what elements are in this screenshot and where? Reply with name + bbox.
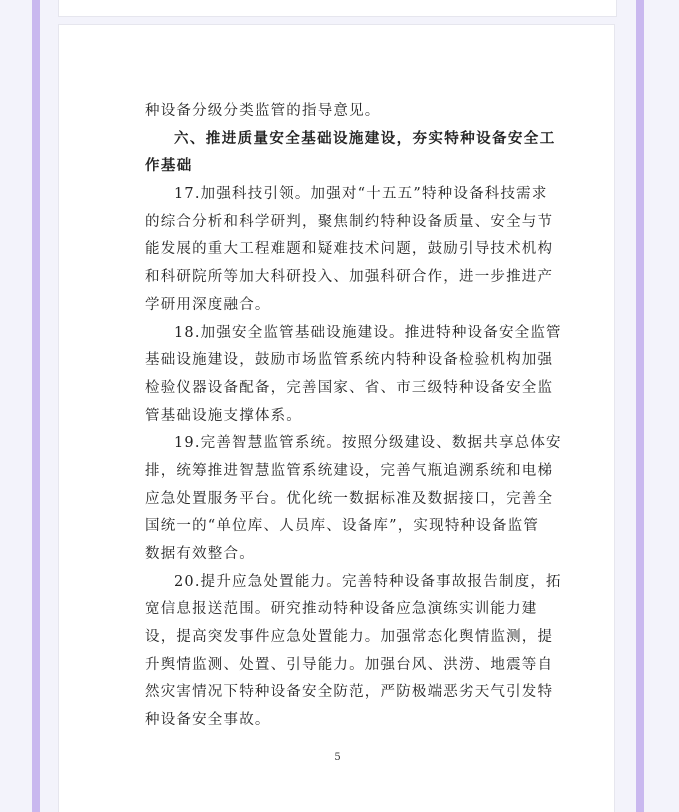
section-heading-line: 六、推进质量安全基础设施建设，夯实特种设备安全工 — [174, 130, 556, 147]
page-body-text — [145, 98, 562, 735]
paragraph-20-line: 宽信息报送范围。研究推动特种设备应急演练实训能力建 — [145, 601, 538, 618]
paragraph-18-line: 管基础设施支撑体系。 — [145, 407, 302, 424]
previous-page-edge — [58, 0, 617, 17]
paragraph-17-line: 的综合分析和科学研判，聚焦制约特种设备质量、安全与节 — [145, 213, 554, 230]
page-number: 5 — [334, 752, 341, 763]
paragraph-20-line: 然灾害情况下特种设备安全防范，严防极端恶劣天气引发特 — [145, 684, 554, 701]
paragraph-20-line: 设，提高突发事件应急处置能力。加强常态化舆情监测，提 — [145, 629, 554, 646]
body-line: 种设备分级分类监管的指导意见。 — [145, 103, 381, 119]
paragraph-20-line: 种设备安全事故。 — [145, 712, 271, 729]
paragraph-19-line: 排，统筹推进智慧监管系统建设，完善气瓶追溯系统和电梯 — [145, 462, 554, 479]
paragraph-20-line: 升舆情监测、处置、引导能力。加强台风、洪涝、地震等自 — [145, 656, 554, 673]
paragraph-19-line: 19.完善智慧监管系统。按照分级建设、数据共享总体安 — [174, 435, 562, 452]
paragraph-19-line: 应急处置服务平台。优化统一数据标准及数据接口，完善全 — [145, 490, 554, 507]
paragraph-17-line: 和科研院所等加大科研投入、加强科研合作，进一步推进产 — [145, 269, 554, 286]
paragraph-17-line: 学研用深度融合。 — [145, 296, 271, 313]
document-page — [58, 24, 615, 812]
paragraph-18-line: 检验仪器设备配备，完善国家、省、市三级特种设备安全监 — [145, 379, 554, 396]
paragraph-18-line: 基础设施建设，鼓励市场监管系统内特种设备检验机构加强 — [145, 352, 554, 369]
paragraph-17-line: 能发展的重大工程难题和疑难技术问题，鼓励引导技术机构 — [145, 241, 554, 258]
paragraph-19-line: 国统一的“单位库、人员库、设备库”，实现特种设备监管 — [145, 518, 540, 535]
section-heading-line: 作基础 — [145, 158, 193, 175]
right-frame-border — [636, 0, 644, 812]
left-frame-border — [32, 0, 40, 812]
paragraph-20-line: 20.提升应急处置能力。完善特种设备事故报告制度，拓 — [174, 573, 562, 590]
paragraph-18-line: 18.加强安全监管基础设施建设。推进特种设备安全监管 — [174, 324, 562, 341]
paragraph-17-line: 17.加强科技引领。加强对“十五五”特种设备科技需求 — [174, 186, 548, 203]
paragraph-19-line: 数据有效整合。 — [145, 546, 255, 562]
